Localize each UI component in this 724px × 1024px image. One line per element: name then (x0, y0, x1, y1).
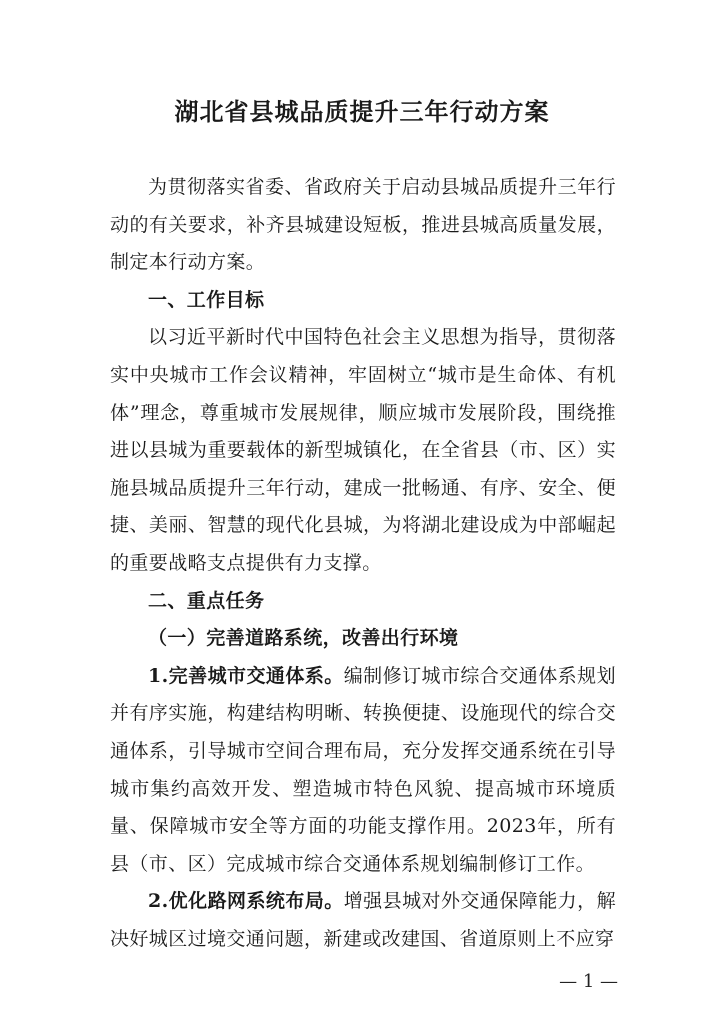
task-item-2 (110, 883, 616, 958)
task-item-2-body: 增强县城对外交通保障能力，解决好城区过境交通问题，新建或改建国、省道原则上不应穿 (110, 890, 616, 950)
goals-paragraph: 以习近平新时代中国特色社会主义思想为指导，贯彻落实中央城市工作会议精神，牢固树立“城市是生命体、有机体”理念，尊重城市发展规律，顺应城市发展阶段，围绕推进以县城为重要载体的新型城镇化，在全省县（市、区）实施县城品质提升三年行动，建成一批畅通、有序、安全、便捷、美丽、智慧的现代化县城，为将湖北建设成为中部崛起的重要战略支点提供有力支撑。 (110, 326, 616, 574)
task-item-1-body: 编制修订城市综合交通体系规划并有序实施，构建结构明晰、转换便捷、设施现代的综合交通体系，引导城市空间合理布局，充分发挥交通系统在引导城市集约高效开发、塑造城市特色风貌、提高城市环境质量、保障城市安全等方面的功能支撑作用。2023年，所有县（市、区）完成城市综合交通体系规划编制修订工作。 (110, 664, 616, 875)
document-title: 湖北省县城品质提升三年行动方案 (174, 97, 550, 126)
subsection-heading-roads: （一）完善道路系统，改善出行环境 (148, 627, 459, 650)
document-body (110, 169, 616, 958)
section-heading-goals: 一、工作目标 (148, 288, 265, 311)
task-item-2-lead: 2.优化路网系统布局。 (148, 890, 344, 913)
page-number: — 1 — (559, 971, 618, 992)
section-heading-tasks: 二、重点任务 (148, 589, 265, 612)
task-item-1 (110, 658, 616, 884)
intro-paragraph: 为贯彻落实省委、省政府关于启动县城品质提升三年行动的有关要求，补齐县城建设短板，推进县城高质量发展，制定本行动方案。 (110, 176, 616, 274)
task-item-1-lead: 1.完善城市交通体系。 (148, 664, 344, 687)
